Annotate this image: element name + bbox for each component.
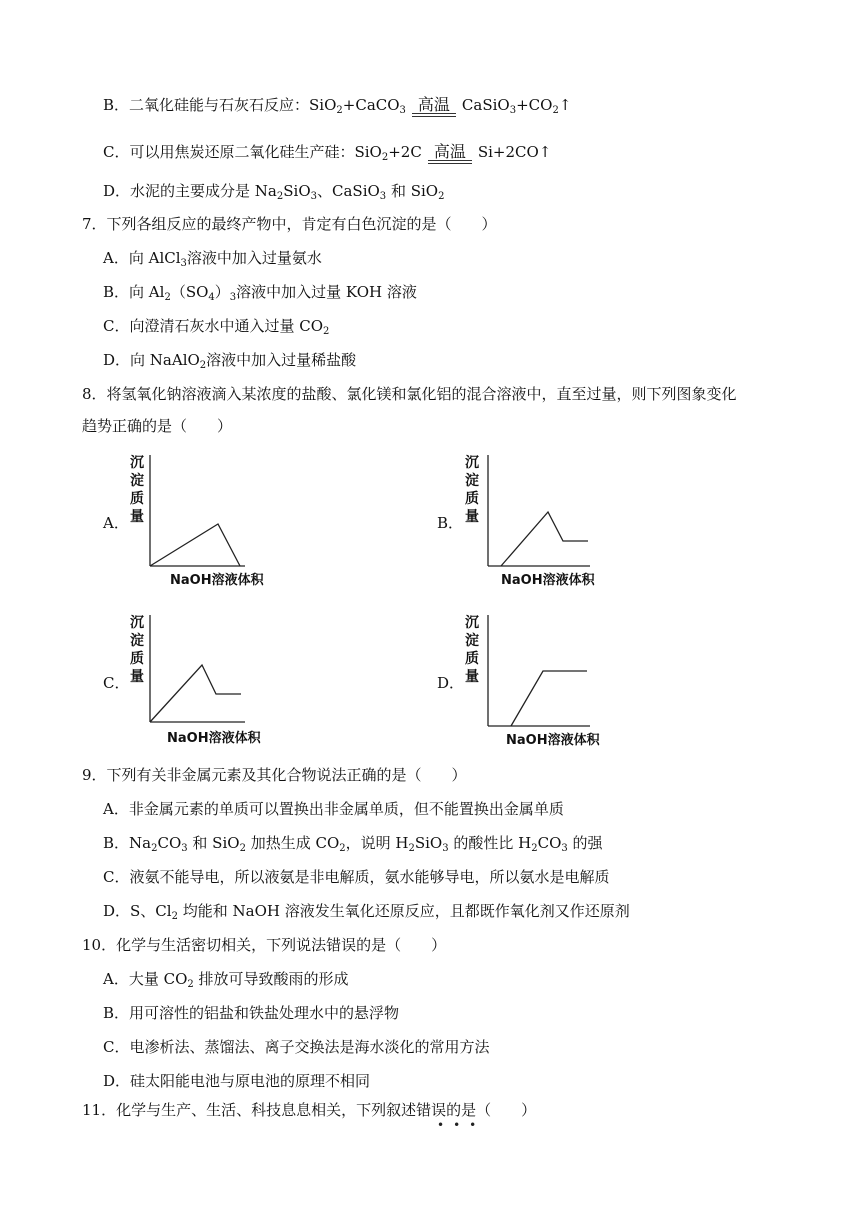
graph-x-label: NaOH溶液体积	[170, 573, 264, 588]
graph-y-label-char: 沉	[130, 455, 144, 471]
reaction-condition: 高温	[412, 95, 456, 115]
graph-y-label-char: 量	[465, 509, 479, 525]
graph-b-label: B．	[437, 514, 464, 532]
graph-x-label: NaOH溶液体积	[167, 731, 261, 746]
q7-option-d: D．向 NaAlO$_2$溶液中加入过量稀盐酸	[103, 351, 357, 371]
graph-y-label-char: 淀	[130, 473, 144, 489]
graph-y-label-char: 淀	[465, 633, 479, 649]
graph-x-label: NaOH溶液体积	[501, 573, 595, 588]
graph-a	[120, 450, 300, 590]
q6-option-c: C．可以用焦炭还原二氧化硅生产硅：SiO$_2$+2C 高温 Si+2CO↑	[103, 142, 552, 163]
graph-y-label-char: 量	[130, 669, 144, 685]
q10-option-d: D．硅太阳能电池与原电池的原理不相同	[103, 1072, 371, 1090]
trend-line	[150, 665, 241, 722]
q7-option-b: B．向 $Al_2(SO_4)_3$溶液中加入过量 KOH 溶液	[103, 283, 417, 303]
q9-option-b: B．$Na_2CO_3$ 和 SiO$_2$ 加热生成 $CO_2$，说明 $H_2SiO_3$ 的酸性比 $H_2CO_3$ 的强	[103, 834, 603, 854]
q9-option-c: C．液氨不能导电，所以液氨是非电解质，氨水能够导电，所以氨水是电解质	[103, 868, 610, 886]
graph-y-label-char: 质	[130, 651, 144, 667]
graph-c-label: C．	[103, 674, 130, 692]
graph-d	[455, 610, 635, 750]
graph-y-label-char: 沉	[465, 615, 479, 631]
graph-y-label-char: 淀	[130, 633, 144, 649]
trend-line	[150, 524, 240, 566]
q7-option-c: C．向澄清石灰水中通入过量 $CO_2$	[103, 317, 330, 337]
graph-y-label-char: 量	[130, 509, 144, 525]
reaction-condition: 高温	[428, 142, 472, 162]
q7-option-a: A．向 AlCl$_3$溶液中加入过量氨水	[103, 249, 322, 269]
q8-stem-line1: 8．将氢氧化钠溶液滴入某浓度的盐酸、氯化镁和氯化铝的混合溶液中，直至过量，则下列图象变化	[82, 385, 737, 403]
graph-y-label-char: 质	[130, 491, 144, 507]
q10-stem: 10．化学与生活密切相关，下列说法错误的是（ ）	[82, 936, 447, 954]
graph-a-label: A．	[103, 514, 129, 532]
q11-stem: 11．化学与生产、生活、科技息息相关，下列叙述错误的是（ ）	[82, 1101, 537, 1119]
q10-option-b: B．用可溶性的铝盐和铁盐处理水中的悬浮物	[103, 1004, 400, 1022]
trend-line	[511, 671, 587, 726]
q9-option-d: D．S、$Cl_2$ 均能和 NaOH 溶液发生氧化还原反应，且都既作氧化剂又作还原剂	[103, 902, 630, 922]
graph-x-label: NaOH溶液体积	[506, 733, 600, 748]
graph-y-label-char: 质	[465, 491, 479, 507]
q8-stem-line2: 趋势正确的是（ ）	[82, 417, 233, 435]
q10-option-c: C．电渗析法、蒸馏法、离子交换法是海水淡化的常用方法	[103, 1038, 490, 1056]
graph-y-label-char: 沉	[465, 455, 479, 471]
graph-d-label: D．	[437, 674, 465, 692]
graph-y-label-char: 质	[465, 651, 479, 667]
trend-line	[501, 512, 588, 566]
graph-b	[455, 450, 635, 590]
q7-stem: 7．下列各组反应的最终产物中，肯定有白色沉淀的是（ ）	[82, 215, 497, 233]
graph-y-label-char: 量	[465, 669, 479, 685]
q9-stem: 9．下列有关非金属元素及其化合物说法正确的是（ ）	[82, 766, 467, 784]
q6-option-d: D．水泥的主要成分是 $Na_2SiO_3$、CaSiO$_3$ 和 SiO$_2$	[103, 182, 445, 202]
graph-y-label-char: 淀	[465, 473, 479, 489]
emphasis-dots: •••	[437, 1118, 486, 1132]
graph-y-label-char: 沉	[130, 615, 144, 631]
q6-option-b: B．二氧化硅能与石灰石反应：SiO$_2$+CaCO$_3$ 高温 $CaSiO_3+CO_2↑$	[103, 95, 572, 116]
q9-option-a: A．非金属元素的单质可以置换出非金属单质，但不能置换出金属单质	[103, 800, 564, 818]
graph-c	[120, 610, 300, 750]
q10-option-a: A．大量 $CO_2$ 排放可导致酸雨的形成	[103, 970, 349, 990]
